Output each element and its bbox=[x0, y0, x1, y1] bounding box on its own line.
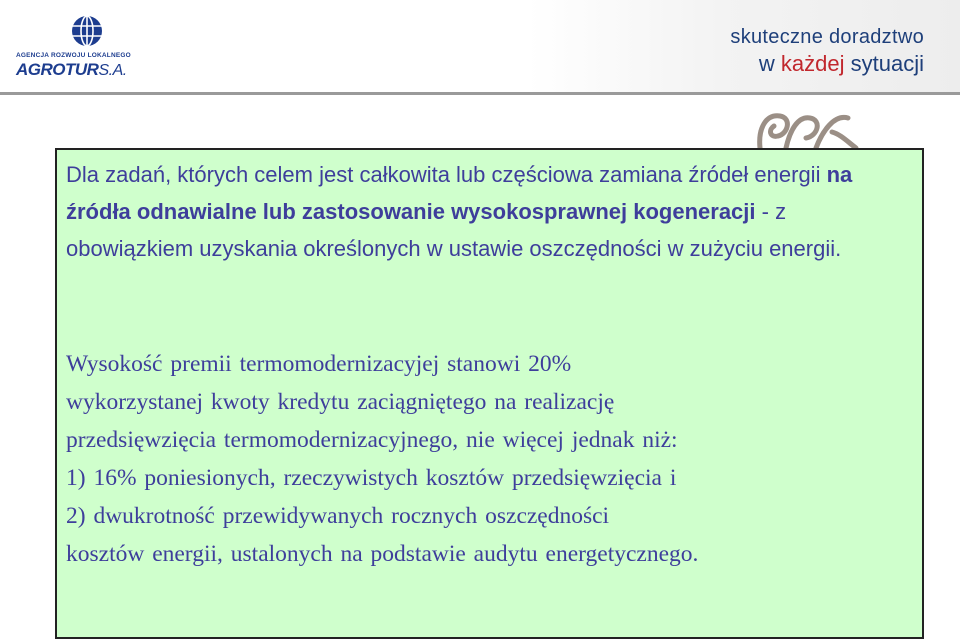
tagline-kazdej: każdej bbox=[780, 51, 845, 76]
tagline-line-1: skuteczne doradztwo bbox=[730, 26, 924, 48]
premium-line: kosztów energii, ustalonych na podstawie audytu energetycznego. bbox=[66, 541, 699, 567]
logo-name bbox=[16, 60, 127, 80]
paragraph-premium bbox=[66, 345, 916, 573]
tagline bbox=[730, 26, 924, 77]
paragraph-tasks-bold: na źródła odnawialne lub zastosowanie wysokosprawnej kogeneracji bbox=[66, 162, 853, 224]
paragraph-tasks bbox=[66, 156, 856, 267]
globe-icon bbox=[70, 14, 104, 48]
premium-line: Wysokość premii termomodernizacyjej stanowi 20% bbox=[66, 351, 572, 377]
agrotur-logo bbox=[14, 14, 144, 84]
content-box bbox=[55, 148, 924, 639]
decorative-emblem-icon bbox=[752, 108, 862, 150]
premium-line: wykorzystanej kwoty kredytu zaciągniętego na realizację bbox=[66, 389, 615, 415]
tagline-sytuacji: sytuacji bbox=[850, 51, 924, 76]
premium-line: przedsięwzięcia termomodernizacyjnego, nie więcej jednak niż: bbox=[66, 427, 678, 453]
header-divider bbox=[0, 92, 960, 95]
logo-name-main: AGROTUR bbox=[16, 60, 99, 79]
premium-line: 2) dwukrotność przewidywanych rocznych oszczędności bbox=[66, 503, 610, 529]
paragraph-tasks-text-2: - z obowiązkiem uzyskania określonych w ustawie oszczędności w zużyciu energii. bbox=[66, 199, 842, 261]
premium-line: 1) 16% poniesionych, rzeczywistych kosztów przedsięwzięcia i bbox=[66, 465, 677, 491]
tagline-w: w bbox=[758, 51, 775, 76]
logo-agency-text: AGENCJA ROZWOJU LOKALNEGO bbox=[16, 52, 131, 59]
tagline-line-2 bbox=[730, 51, 924, 77]
paragraph-tasks-text-1: Dla zadań, których celem jest całkowita lub częściowa zamiana źródeł energii bbox=[66, 162, 827, 187]
logo-name-suffix: S.A. bbox=[98, 62, 127, 79]
